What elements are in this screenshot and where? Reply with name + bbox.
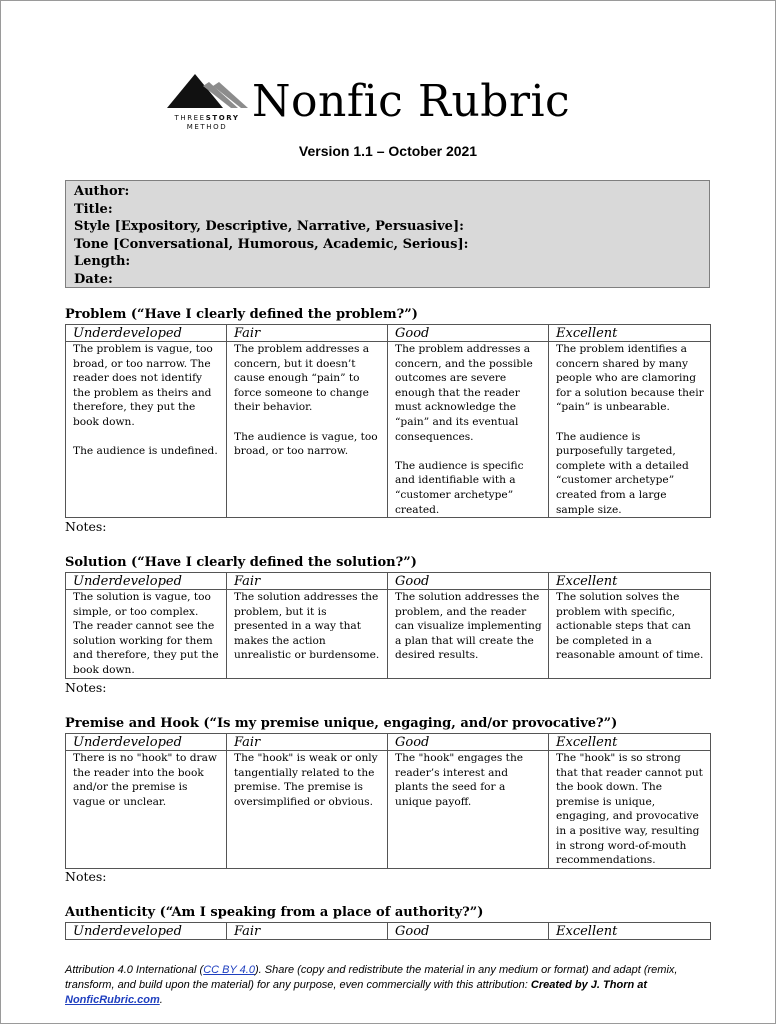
- cell-fair: The "hook" is weak or only tangentially related to the premise. The premise is oversimplified or obvious.: [227, 751, 388, 869]
- rubric-table-premise-hook: [65, 733, 711, 869]
- cell-good: The solution addresses the problem, and the reader can visualize implementing a plan that will create the desired results.: [388, 590, 549, 679]
- table-header-row: [66, 325, 711, 342]
- notes-label-problem: Notes:: [65, 519, 107, 534]
- section-heading-problem: Problem (“Have I clearly defined the problem?”): [65, 307, 418, 322]
- column-header-underdeveloped: Underdeveloped: [66, 923, 227, 940]
- column-header-excellent: Excellent: [549, 923, 711, 940]
- column-header-fair: Fair: [227, 325, 388, 342]
- info-title: Title:: [74, 201, 113, 217]
- cell-underdeveloped: The solution is vague, too simple, or too complex. The reader cannot see the solution working for them and therefore, they put the book down.: [66, 590, 227, 679]
- cc-license-link[interactable]: CC BY 4.0: [203, 964, 255, 976]
- info-author: Author:: [74, 184, 130, 199]
- column-header-good: Good: [388, 573, 549, 590]
- attribution-footer: [65, 963, 715, 1008]
- version-line: Version 1.1 – October 2021: [298, 143, 478, 159]
- column-header-good: Good: [388, 325, 549, 342]
- rubric-table-solution: [65, 572, 711, 679]
- cell-excellent: The problem identifies a concern shared by many people who are clamoring for a solution because their “pain” is unbearable. The audience is purposefully targeted, complete with a detailed “customer archetype” created from a large sample size.: [549, 342, 711, 518]
- cell-fair: The solution addresses the problem, but it is presented in a way that makes the action unrealistic or burdensome.: [227, 590, 388, 679]
- info-style: Style [Expository, Descriptive, Narrative, Persuasive]:: [74, 219, 464, 235]
- cell-good: The problem addresses a concern, and the possible outcomes are severe enough that the reader must acknowledge the “pain” and its eventual consequences. The audience is specific and identifiable with a “customer archetype” created.: [388, 342, 549, 518]
- page-title: Nonfic Rubric: [252, 76, 571, 127]
- column-header-fair: Fair: [227, 734, 388, 751]
- cell-fair: The problem addresses a concern, but it doesn’t cause enough “pain” to force someone to change their behavior. The audience is vague, too broad, or too narrow.: [227, 342, 388, 518]
- table-row: [66, 342, 711, 518]
- info-length: Length:: [74, 254, 131, 270]
- cell-excellent: The solution solves the problem with specific, actionable steps that can be completed in a reasonable amount of time.: [549, 590, 711, 679]
- column-header-excellent: Excellent: [549, 734, 711, 751]
- logo-wordmark: THREESTORY METHOD: [174, 114, 240, 131]
- nonficrubric-link[interactable]: NonficRubric.com: [65, 994, 160, 1006]
- footer-text: .: [159, 994, 163, 1006]
- book-info-box: [65, 180, 710, 288]
- info-date: Date:: [74, 271, 113, 287]
- footer-credit: Created by J. Thorn at: [530, 979, 648, 991]
- table-header-row: [66, 573, 711, 590]
- column-header-good: Good: [388, 923, 549, 940]
- cell-underdeveloped: The problem is vague, too broad, or too narrow. The reader does not identify the problem as theirs and therefore, they put the book down. The audience is undefined.: [66, 342, 227, 518]
- column-header-underdeveloped: Underdeveloped: [66, 325, 227, 342]
- column-header-excellent: Excellent: [549, 325, 711, 342]
- table-row: [66, 751, 711, 869]
- column-header-fair: Fair: [227, 573, 388, 590]
- cell-underdeveloped: There is no "hook" to draw the reader into the book and/or the premise is vague or unclear.: [66, 751, 227, 869]
- cell-excellent: The "hook" is so strong that that reader cannot put the book down. The premise is unique, engaging, and provocative in a positive way, resulting in strong word-of-mouth recommendations.: [549, 751, 711, 869]
- section-heading-authenticity: Authenticity (“Am I speaking from a place of authority?”): [65, 905, 484, 920]
- column-header-underdeveloped: Underdeveloped: [66, 734, 227, 751]
- section-heading-solution: Solution (“Have I clearly defined the solution?”): [65, 555, 417, 570]
- column-header-fair: Fair: [227, 923, 388, 940]
- table-row: [66, 590, 711, 679]
- table-header-row: [66, 923, 711, 940]
- table-header-row: [66, 734, 711, 751]
- column-header-good: Good: [388, 734, 549, 751]
- notes-label-premise-hook: Notes:: [65, 869, 107, 884]
- info-tone: Tone [Conversational, Humorous, Academic, Serious]:: [74, 236, 469, 252]
- footer-text: Attribution 4.0 International (: [65, 964, 204, 976]
- rubric-table-problem: [65, 324, 711, 518]
- column-header-excellent: Excellent: [549, 573, 711, 590]
- cell-good: The "hook" engages the reader’s interest and plants the seed for a unique payoff.: [388, 751, 549, 869]
- section-heading-premise-hook: Premise and Hook (“Is my premise unique, engaging, and/or provocative?”): [65, 716, 618, 731]
- column-header-underdeveloped: Underdeveloped: [66, 573, 227, 590]
- footer-text: ). Share (copy and redistribute the material in any medium or format) and adapt (remix, transform, and build upon the material) for any purpose, even commercially with this attribution:: [65, 964, 678, 991]
- notes-label-solution: Notes:: [65, 680, 107, 695]
- rubric-table-authenticity: [65, 922, 711, 940]
